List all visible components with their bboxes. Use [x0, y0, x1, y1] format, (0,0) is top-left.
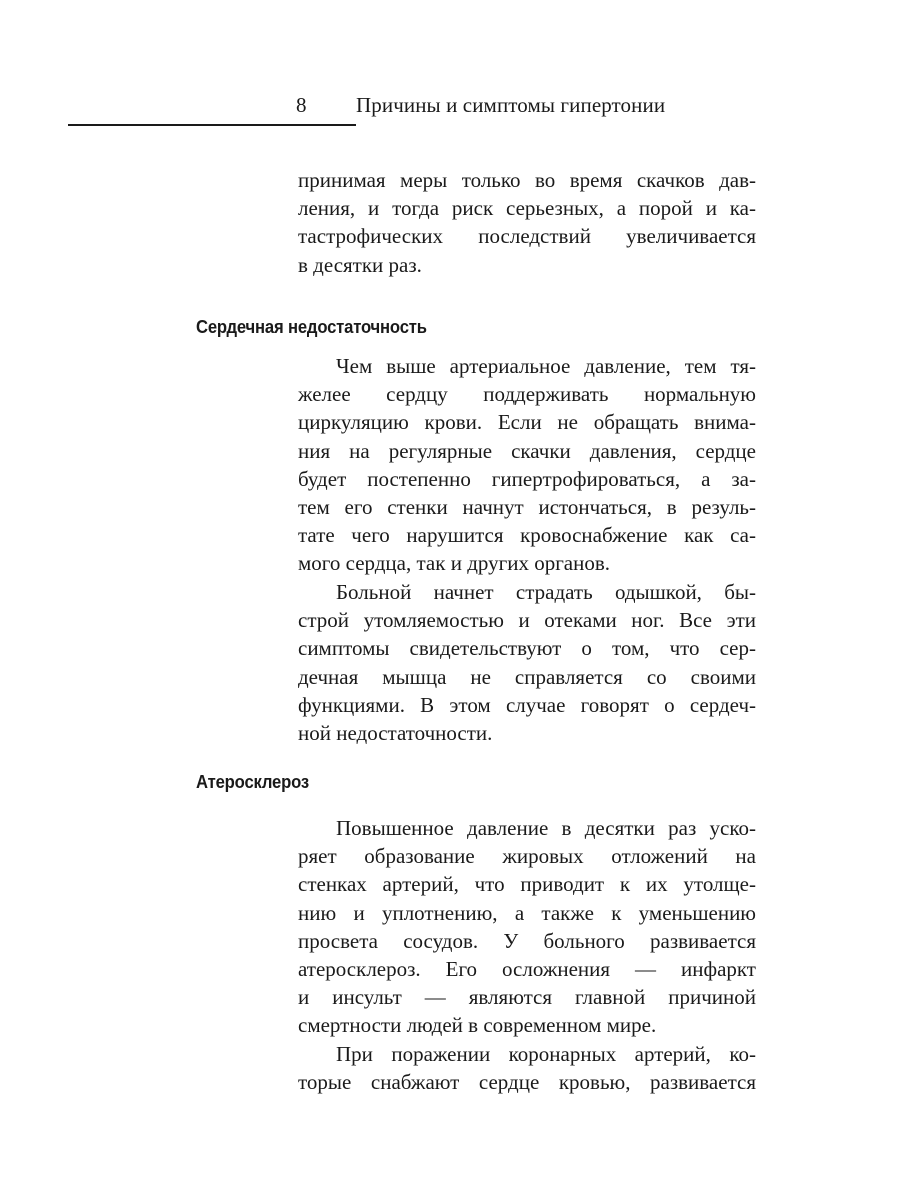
text-line: и инсульт — являются главной причиной	[298, 985, 756, 1010]
text-line: стенках артерий, что приводит к их утолще-	[298, 872, 756, 897]
text-line: ния на регулярные скачки давления, сердце	[298, 438, 756, 463]
text-line: циркуляцию крови. Если не обращать внима-	[298, 410, 756, 435]
text-line: тате чего нарушится кровоснабжение как са-	[298, 523, 756, 548]
section-heading-atherosclerosis: Атеросклероз	[196, 771, 309, 792]
section-heading-heart-failure: Сердечная недостаточность	[196, 316, 427, 337]
atherosclerosis-paragraph-2	[298, 1040, 756, 1096]
text-line: функциями. В этом случае говорят о сердеч-	[298, 692, 756, 717]
text-line: торые снабжают сердце кровью, развивается	[298, 1070, 756, 1095]
text-line: симптомы свидетельствуют о том, что сер-	[298, 636, 756, 661]
text-line: ряет образование жировых отложений на	[298, 844, 756, 869]
text-line: Повышенное давление в десятки раз уско-	[336, 816, 756, 840]
page-number: 8	[296, 93, 307, 117]
running-title: Причины и симптомы гипертонии	[356, 93, 666, 117]
text-line: При поражении коронарных артерий, ко-	[336, 1042, 756, 1066]
heart-failure-paragraph-1	[298, 352, 756, 578]
heart-failure-paragraph-2	[298, 578, 756, 747]
page-header	[0, 88, 900, 128]
header-rule	[68, 124, 356, 126]
intro-paragraph	[298, 166, 756, 279]
text-line: ной недостаточности.	[298, 721, 493, 746]
atherosclerosis-paragraph-1	[298, 814, 756, 1040]
text-line: просвета сосудов. У больного развивается	[298, 928, 756, 953]
text-line: дечная мышца не справляется со своими	[298, 664, 756, 689]
text-line: тем его стенки начнут истончаться, в резуль-	[298, 495, 756, 520]
text-line: принимая меры только во время скачков дав-	[298, 168, 756, 192]
text-line: мого сердца, так и других органов.	[298, 551, 611, 576]
text-line: в десятки раз.	[298, 252, 422, 277]
text-line: будет постепенно гипертрофироваться, а за-	[298, 466, 756, 491]
text-line: ления, и тогда риск серьезных, а порой и ка-	[298, 196, 756, 221]
text-line: Чем выше артериальное давление, тем тя-	[336, 354, 756, 378]
text-line: желее сердцу поддерживать нормальную	[298, 382, 756, 407]
text-line: атеросклероз. Его осложнения — инфаркт	[298, 957, 756, 982]
text-line: Больной начнет страдать одышкой, бы-	[336, 580, 756, 604]
text-line: тастрофических последствий увеличивается	[298, 224, 756, 249]
text-line: смертности людей в современном мире.	[298, 1013, 657, 1038]
text-line: строй утомляемостью и отеками ног. Все эти	[298, 608, 756, 633]
text-line: нию и уплотнению, а также к уменьшению	[298, 900, 756, 925]
